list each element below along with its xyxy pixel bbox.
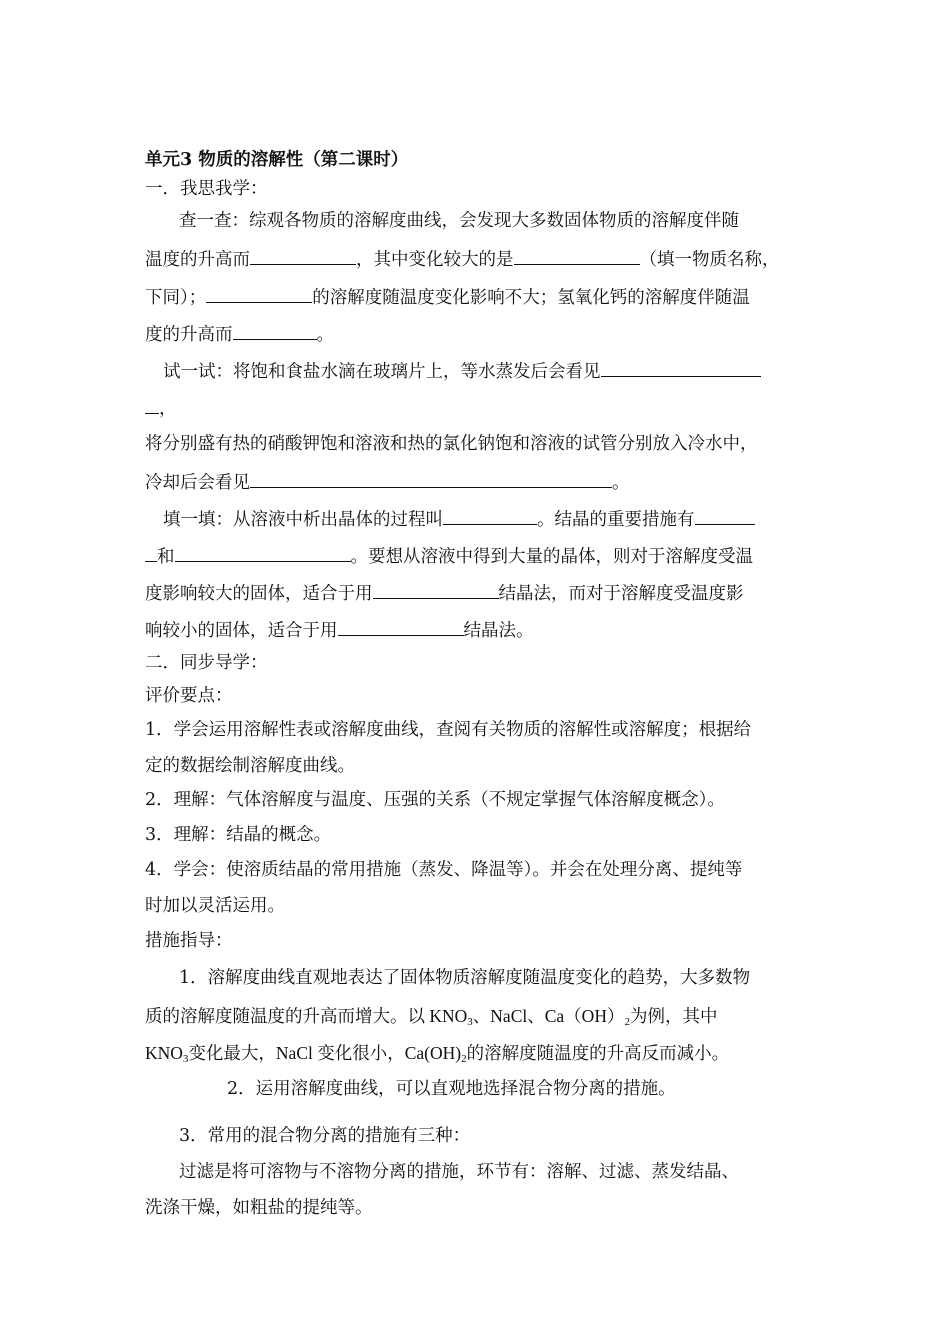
tian-line2: 和 。要想从溶液中得到大量的晶体，则对于溶解度受温 (145, 543, 753, 569)
eval-point-4-line2: 时加以灵活运用。 (145, 896, 285, 916)
tian-line4: 响较小的固体，适合于用 结晶法。 (145, 617, 534, 643)
fill-blank[interactable] (443, 506, 537, 525)
method-3: 3．常用的混合物分离的措施有三种： (179, 1126, 471, 1146)
shi-line4: 冷却后会看见 。 (145, 469, 630, 495)
eval-point-3: 3．理解：结晶的概念。 (145, 825, 332, 845)
section1-heading: 一．我思我学： (145, 179, 268, 199)
method-1-line1: 1．溶解度曲线直观地表达了固体物质溶解度随温度变化的趋势，大多数物 (179, 968, 751, 988)
fill-blank[interactable] (206, 284, 312, 303)
shi-line2: ， (145, 395, 177, 421)
fill-blank[interactable] (601, 358, 761, 377)
fill-blank[interactable] (250, 246, 356, 265)
fill-blank[interactable] (695, 506, 755, 525)
fill-blank[interactable] (514, 246, 640, 265)
cha-line3: 下同）； 的溶解度随温度变化影响不大；氢氧化钙的溶解度伴随温 (145, 284, 750, 310)
fill-blank[interactable] (145, 543, 157, 562)
cha-line1: 查一查：综观各物质的溶解度曲线，会发现大多数固体物质的溶解度伴随 (179, 211, 739, 231)
fill-blank[interactable] (233, 321, 317, 340)
fill-blank[interactable] (145, 395, 159, 414)
section2-heading: 二．同步导学： (145, 653, 268, 673)
method-4-line2: 洗涤干燥，如粗盐的提纯等。 (145, 1198, 373, 1218)
shi-line3: 将分别盛有热的硝酸钾饱和溶液和热的氯化钠饱和溶液的试管分别放入冷水中， (145, 434, 758, 454)
fill-blank[interactable] (250, 469, 612, 488)
eval-point-2: 2．理解：气体溶解度与温度、压强的关系（不规定掌握气体溶解度概念）。 (145, 790, 725, 810)
shi-line1: 试一试：将饱和食盐水滴在玻璃片上，等水蒸发后会看见 (163, 358, 761, 384)
method-heading: 措施指导： (145, 931, 233, 951)
cha-line2: 温度的升高而 ，其中变化较大的是 （填一物质名称， (145, 246, 780, 272)
eval-point-1-line2: 定的数据绘制溶解度曲线。 (145, 756, 355, 776)
tian-line1: 填一填：从溶液中析出晶体的过程叫 。结晶的重要措施有 (163, 506, 755, 532)
tian-line3: 度影响较大的固体，适合于用 结晶法，而对于溶解度受温度影 (145, 580, 744, 606)
fill-blank[interactable] (338, 617, 464, 636)
page-title: 单元3 物质的溶解性（第二课时） (145, 150, 409, 170)
fill-blank[interactable] (373, 580, 499, 599)
eval-heading: 评价要点： (145, 686, 233, 706)
method-2: 2．运用溶解度曲线，可以直观地选择混合物分离的措施。 (227, 1079, 676, 1099)
eval-point-1-line1: 1．学会运用溶解性表或溶解度曲线，查阅有关物质的溶解性或溶解度；根据给 (145, 720, 752, 740)
eval-point-4-line1: 4．学会：使溶质结晶的常用措施（蒸发、降温等）。并会在处理分离、提纯等 (145, 860, 743, 880)
method-1-line3: $KNO_3$变化最大，NaCl 变化很小，$Ca(OH)_2$的溶解度随温度的升高反而减小。 (145, 1043, 730, 1065)
method-4-line1: 过滤是将可溶物与不溶物分离的措施，环节有：溶解、过滤、蒸发结晶、 (179, 1162, 739, 1182)
fill-blank[interactable] (175, 543, 351, 562)
cha-line4: 度的升高而 。 (145, 321, 334, 347)
method-1-line2: 质的溶解度随温度的升高而增大。以 $KNO_3$、NaCl、$Ca(OH)_2$为例，其中 (145, 1006, 718, 1028)
